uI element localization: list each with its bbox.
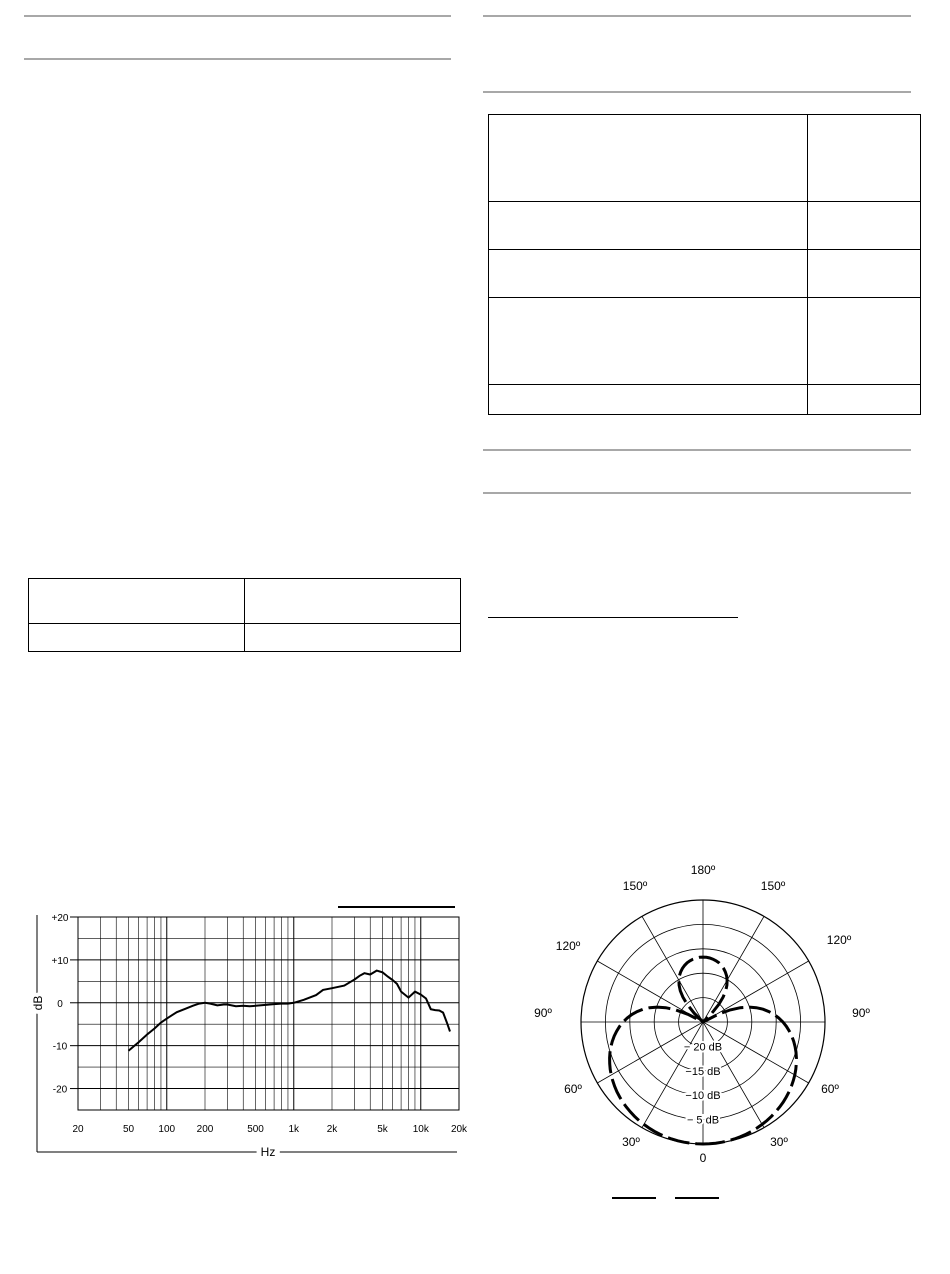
specs-table-divider bbox=[807, 114, 808, 415]
y-tick-label: +10 bbox=[51, 955, 69, 967]
y-tick-label: -10 bbox=[52, 1041, 68, 1053]
y-tick-label: -20 bbox=[52, 1084, 68, 1096]
right-section-rule-top bbox=[483, 449, 911, 451]
x-tick-label: 20k bbox=[450, 1124, 468, 1135]
y-axis-label: dB bbox=[31, 995, 45, 1011]
specs-table bbox=[488, 114, 921, 415]
polar-angle-label: 150º bbox=[622, 879, 648, 893]
x-tick-label: 50 bbox=[122, 1124, 135, 1135]
polar-ring-label: −10 dB bbox=[685, 1090, 721, 1103]
polar-pattern-chart bbox=[520, 850, 900, 1210]
right-header-rule-top bbox=[483, 15, 911, 17]
x-tick-label: 5k bbox=[377, 1124, 388, 1135]
specs-table-row-line bbox=[488, 249, 921, 250]
left-table-row-line bbox=[28, 623, 461, 624]
specs-table-row-line bbox=[488, 384, 921, 385]
polar-angle-label: 120º bbox=[826, 933, 852, 947]
x-tick-label: 1k bbox=[288, 1124, 300, 1135]
frequency-response-curve bbox=[129, 971, 451, 1051]
y-tick-label: +20 bbox=[51, 913, 69, 924]
specs-table-row-line bbox=[488, 297, 921, 298]
right-section-rule-bottom bbox=[483, 492, 911, 494]
frequency-response-chart bbox=[0, 900, 480, 1170]
x-tick-label: 100 bbox=[158, 1124, 176, 1135]
underline-rule bbox=[488, 617, 738, 618]
polar-angle-label: 150º bbox=[760, 879, 786, 893]
x-tick-label: 20 bbox=[72, 1124, 84, 1135]
x-tick-label: 2k bbox=[326, 1124, 338, 1135]
polar-angle-label: 90º bbox=[852, 1006, 870, 1020]
legend-line-icon bbox=[612, 1197, 656, 1199]
left-header-rule-bottom bbox=[24, 58, 451, 60]
polar-ring-label: − 5 dB bbox=[686, 1114, 720, 1127]
polar-angle-label: 30º bbox=[770, 1135, 788, 1149]
polar-angle-label: 30º bbox=[622, 1135, 640, 1149]
x-tick-label: 200 bbox=[196, 1124, 214, 1135]
polar-angle-label: 180º bbox=[690, 863, 716, 877]
polar-ring-label: −15 dB bbox=[685, 1065, 721, 1078]
left-table-divider bbox=[244, 578, 245, 652]
polar-angle-label: 120º bbox=[555, 939, 581, 953]
polar-ring-label: − 20 dB bbox=[683, 1041, 723, 1054]
x-axis-label: Hz bbox=[260, 1145, 276, 1159]
legend-line-icon bbox=[675, 1197, 719, 1199]
polar-angle-label: 60º bbox=[821, 1082, 839, 1096]
specs-table-row-line bbox=[488, 201, 921, 202]
right-header-rule-bottom bbox=[483, 91, 911, 93]
x-tick-label: 500 bbox=[247, 1124, 264, 1135]
polar-angle-label: 90º bbox=[534, 1006, 552, 1020]
left-header-rule-top bbox=[24, 15, 451, 17]
x-tick-label: 10k bbox=[412, 1124, 429, 1135]
y-tick-label: 0 bbox=[57, 998, 63, 1010]
polar-angle-label: 0 bbox=[699, 1151, 707, 1165]
plot-frame bbox=[78, 917, 459, 1110]
polar-angle-label: 60º bbox=[564, 1082, 582, 1096]
